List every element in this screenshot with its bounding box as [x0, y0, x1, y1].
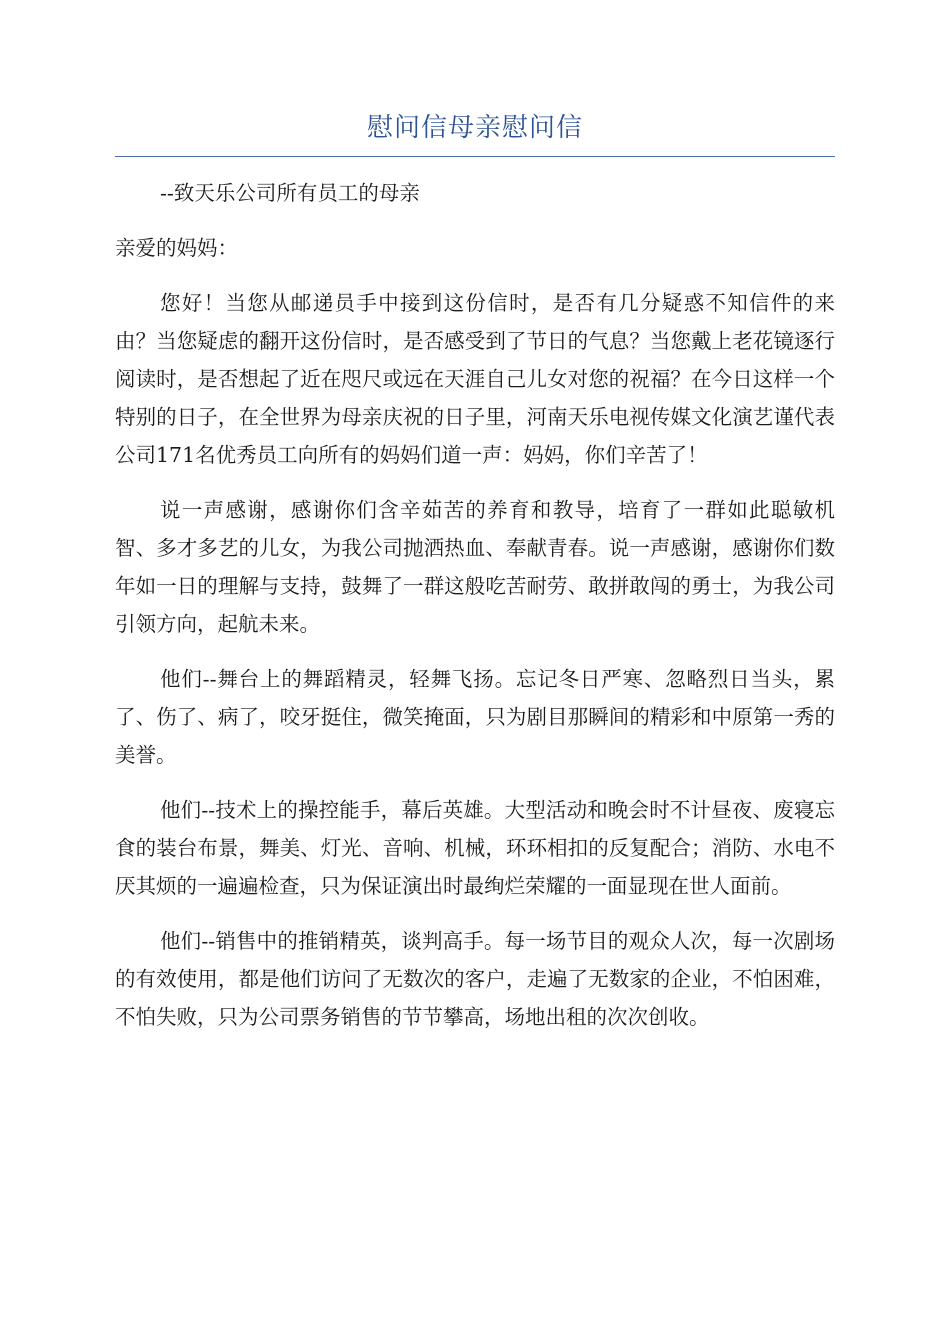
paragraph-greeting: 您好！当您从邮递员手中接到这份信时，是否有几分疑惑不知信件的来由？当您疑虑的翻开这份信时，是否感受到了节日的气息？当您戴上老花镜逐行阅读时，是否想起了近在咫尺或远在天涯自己儿女对您的祝福？在今日这样一个特别的日子，在全世界为母亲庆祝的日子里，河南天乐电视传媒文化演艺谨代表公司171名优秀员工向所有的妈妈们道一声：妈妈，你们辛苦了！ [115, 291, 835, 467]
letter-subtitle: --致天乐公司所有员工的母亲 [160, 181, 420, 205]
paragraph-dancers: 他们--舞台上的舞蹈精灵，轻舞飞扬。忘记冬日严寒、忽略烈日当头，累了、伤了、病了，咬牙挺住，微笑掩面，只为剧目那瞬间的精彩和中原第一秀的美誉。 [115, 667, 835, 767]
paragraph-technicians: 他们--技术上的操控能手，幕后英雄。大型活动和晚会时不计昼夜、废寝忘食的装台布景，舞美、灯光、音响、机械，环环相扣的反复配合；消防、水电不厌其烦的一遍遍检查，只为保证演出时最绚烂荣耀的一面显现在世人面前。 [115, 798, 835, 898]
letter-body [115, 174, 835, 1053]
title-block [115, 108, 835, 157]
letter-salutation: 亲爱的妈妈： [115, 236, 238, 260]
document-title: 慰问信母亲慰问信 [366, 113, 583, 143]
paragraph-sales: 他们--销售中的推销精英，谈判高手。每一场节目的观众人次，每一次剧场的有效使用，都是他们访问了无数次的客户，走遍了无数家的企业，不怕困难，不怕失败，只为公司票务销售的节节攀高，场地出租的次次创收。 [115, 929, 835, 1029]
paragraph-thanks: 说一声感谢，感谢你们含辛茹苦的养育和教导，培育了一群如此聪敏机智、多才多艺的儿女，为我公司抛洒热血、奉献青春。说一声感谢，感谢你们数年如一日的理解与支持，鼓舞了一群这般吃苦耐劳、敢拼敢闯的勇士，为我公司引领方向，起航未来。 [115, 498, 835, 636]
